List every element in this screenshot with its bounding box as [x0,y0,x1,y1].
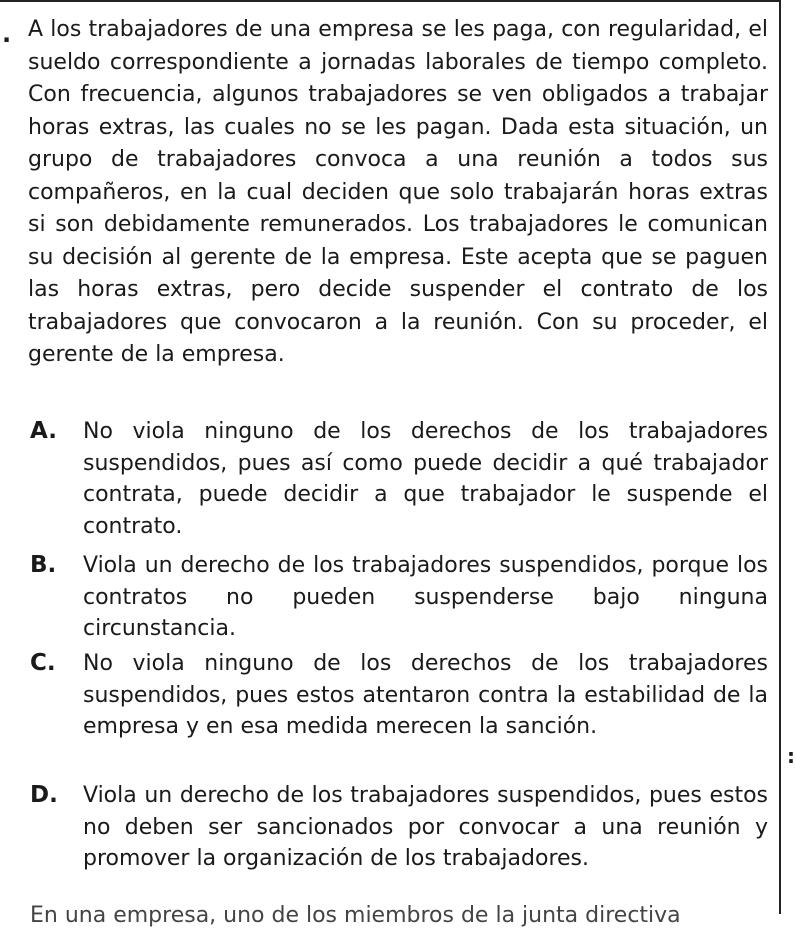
right-border-line [779,0,781,914]
option-d-text: Viola un derecho de los trabajadores suspendidos, pues estos no deben ser sancionados por convocar a una reunión y promover la organización de los trabajadores. [83,783,768,871]
option-b[interactable] [30,550,768,645]
option-b-text: Viola un derecho de los trabajadores suspendidos, porque los contratos no pueden suspenderse bajo ninguna circunstancia. [83,553,768,641]
option-a-text: No viola ninguno de los derechos de los trabajadores suspendidos, pues así como puede decidir a qué trabajador contrata, puede decidir a que trabajador le suspende el contrato. [83,419,768,539]
margin-mark: : [787,744,795,768]
next-question-partial-text: En una empresa, uno de los miembros de la junta directiva [30,903,681,928]
option-a[interactable] [30,416,768,542]
option-c-text: No viola ninguno de los derechos de los trabajadores suspendidos, pues estos atentaron contra la estabilidad de la empresa y en esa medida merecen la sanción. [83,651,768,739]
top-border-line [0,0,781,2]
option-b-letter: B. [30,552,57,578]
option-d[interactable] [30,780,768,875]
option-d-letter: D. [30,782,58,808]
option-c-letter: C. [30,650,56,676]
question-stem: A los trabajadores de una empresa se les paga, con regularidad, el sueldo correspondiente a jornadas laborales de tiempo completo. Con frecuencia, algunos trabajadores se ven obligados a trabajar horas extras, las cuales no se les pagan. Dada esta situación, un grupo de trabajadores convoca a una reunión a todos sus compañeros, en la cual deciden que solo trabajarán horas extras si son debidamente remunerados. Los trabajadores le comunican su decisión al gerente de la empresa. Este acepta que se paguen las horas extras, pero decide suspender el contrato de los trabajadores que convocaron a la reunión. Con su proceder, el gerente de la empresa. [28,17,768,367]
option-c[interactable] [30,648,768,743]
option-a-letter: A. [30,418,57,444]
question-marker: . [2,20,12,48]
